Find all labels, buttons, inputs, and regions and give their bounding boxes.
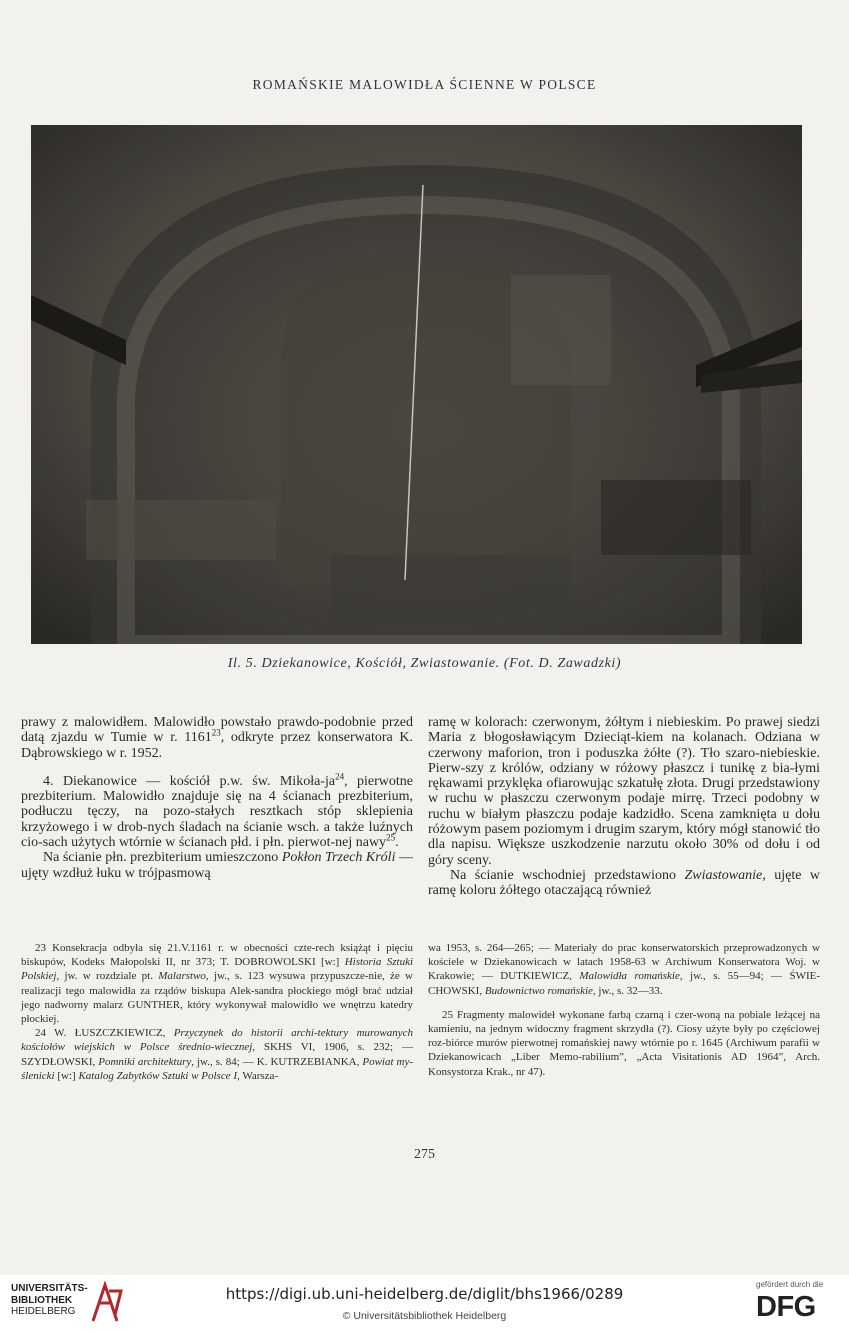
- paragraph: prawy z malowidłem. Malowidło powstało prawdo-podobnie przed datą zjazdu w Tumie w r. 1161$^{23}$, odkryte przez konserwatora K. Dąbrowskiego w r. 1952.: [21, 715, 413, 761]
- footnote-25: 25 Fragmenty malowideł wykonane farbą czarną i czer-woną na pobiale leżącej na kamieniu, na jednym widoczny fragment skrzydła (?). Ciosy użyte były po częściowej roz-biórce murów pierwotnej romańskiej nawy wtórnie po r. 1645 (Archiwum parafii w Dziekanowicach „Liber Memo-rabilium”, „Acta Visitationis AD 1964”, Arch. Konsystorza Krak., nr 47).: [428, 1008, 820, 1078]
- running-head: ROMAŃSKIE MALOWIDŁA ŚCIENNE W POLSCE: [252, 77, 597, 92]
- paragraph: ramę w kolorach: czerwonym, żółtym i niebieskim. Po prawej siedzi Maria z błogosławiącym Dzieciąt-kiem na kolanach. Odziana w czerwony maforion, tron i poduszka żółte (?). Tło szaro-niebieskie. Pierw-szy z królów, odziany w różowy płaszcz i tunikę z bia-łymi rękawami przyklęka ofiarowując szkatułę złota. Drugi przedstawiony w ruchu w płaszczu czerwonym podaje mirrę. Trzeci podobny w ruchu w białym płaszczu podaje kadzidło. Scena zamknięta u dołu różowym pasem poziomym i drugim szarym, który mógł stanowić tło dla napisu. Większe uszkodzenie narzutu około 30% od dołu i od góry sceny.: [428, 715, 820, 868]
- paragraph: 4. Diekanowice — kościół p.w. św. Mikoła-$ja^{24}$, pierwotne prezbiterium. Malowidło znajduje się na 4 ścianach prezbiterium, podłuczu tęczy, na pozo-stałych resztkach stóp sklepienia krzyżowego i w drob-nych śladach na ścianie wsch. a także luźnych cio-sach użytych wtórnie w ścianach płd. i płn. pierwot-nej nawy$^{25}$.: [21, 771, 413, 851]
- wall-painting-photo: [31, 125, 802, 644]
- footnote-24-continued: wa 1953, s. 264—265; — Materiały do prac konserwatorskich przeprowadzonych w kościele w Dziekanowicach w latach 1958-63 w Archiwum Konserwatora Woj. w Krakowie; — DUTKIEWICZ, Malowidła romańskie, jw., s. 55—94; — ŚWIE-CHOWSKI, Budownictwo romańskie, jw., s. 32—33.: [428, 942, 820, 997]
- page-number: 275: [414, 1147, 435, 1162]
- paragraph: Na ścianie płn. prezbiterium umieszczono Pokłon Trzech Króli — ujęty wzdłuż łuku w trójpasmową: [21, 850, 413, 881]
- funding-note: gefördert durch die: [756, 1280, 824, 1289]
- viewer-footer: [0, 1275, 849, 1333]
- figure-caption: Il. 5. Dziekanowice, Kościół, Zwiastowanie. (Fot. D. Zawadzki): [227, 656, 622, 671]
- dfg-logo[interactable]: DFG: [756, 1291, 816, 1323]
- figure-photograph: [31, 125, 802, 644]
- paragraph: Na ścianie wschodniej przedstawiono Zwiastowanie, ujęte w ramę koloru żółtego otaczającą również: [428, 867, 820, 899]
- library-name: UNIVERSITÄTS- BIBLIOTHEK HEIDELBERG: [11, 1283, 88, 1317]
- copyright-notice: © Universitätsbibliothek Heidelberg: [342, 1310, 507, 1322]
- footnotes-right: [428, 941, 820, 1079]
- left-column: [21, 715, 413, 881]
- footnotes-left: [21, 941, 413, 1083]
- permalink-url[interactable]: https://digi.ub.uni-heidelberg.de/diglit/bhs1966/0289: [225, 1285, 624, 1303]
- right-column: [428, 715, 820, 899]
- footnote-23: 23 Konsekracja odbyła się 21.V.1161 r. w obecności czte-rech książąt i pięciu biskupów, Kodeks Małopolski II, nr 373; T. DOBROWOLSKI [w:] Historia Sztuki Polskiej, jw. w rozdziale pt. Malarstwo, jw., s. 123 wysuwa przypuszcze-nie, że w realizacji tego malowidła za rządów biskupa Alek-sandra płockiego mógł brać udział jego nadworny malarz GUNTHER, który wykonywał malowidło we wnętrzu katedry płockiej.: [21, 942, 414, 1026]
- footnote-24: 24 W. ŁUSZCZKIEWICZ, Przyczynek do historii archi-tektury murowanych kościołów wiejskich w Polsce średnio-wiecznej, SKHS VI, 1906, s. 232; — SZYDŁOWSKI, Pomniki architektury, jw., s. 84; — K. KUTRZEBIANKA, Powiat my-ślenicki [w:] Katalog Zabytków Sztuki w Polsce I, Warsza-: [21, 1027, 413, 1082]
